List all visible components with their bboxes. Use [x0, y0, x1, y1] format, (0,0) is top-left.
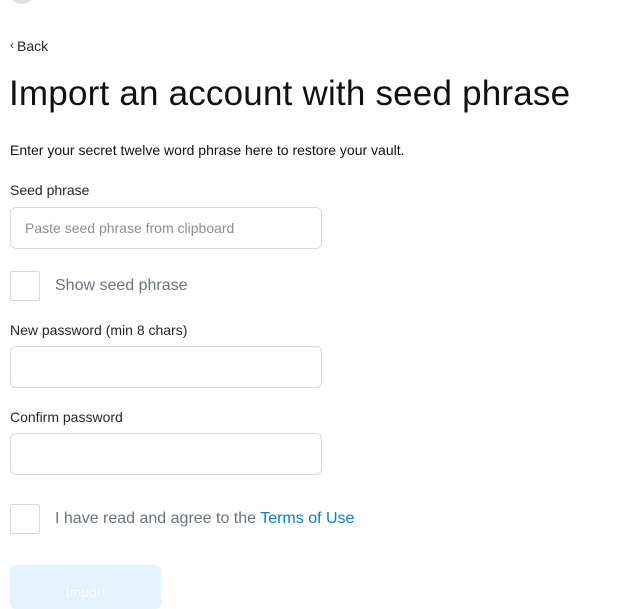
seed-phrase-input[interactable]	[10, 207, 322, 249]
seed-phrase-label: Seed phrase	[10, 182, 90, 198]
terms-checkbox[interactable]	[10, 504, 40, 534]
show-seed-phrase-label: Show seed phrase	[55, 277, 188, 294]
terms-label	[55, 510, 354, 528]
show-seed-phrase-row	[10, 271, 188, 301]
logo-icon	[12, 0, 32, 4]
show-seed-phrase-checkbox[interactable]	[10, 271, 40, 301]
new-password-input[interactable]	[10, 346, 322, 388]
confirm-password-input[interactable]	[10, 433, 322, 475]
terms-prefix: I have read and agree to the	[55, 510, 261, 527]
back-label: Back	[17, 38, 49, 54]
instructions-text: Enter your secret twelve word phrase here to restore your vault.	[10, 142, 405, 158]
confirm-password-label: Confirm password	[10, 409, 123, 425]
terms-of-use-link[interactable]: Terms of Use	[260, 510, 355, 527]
chevron-left-icon: ‹	[10, 38, 14, 52]
new-password-label: New password (min 8 chars)	[10, 322, 188, 338]
back-link[interactable]	[10, 38, 48, 54]
terms-row	[10, 504, 354, 534]
page-title: Import an account with seed phrase	[9, 74, 571, 113]
import-button[interactable]: Import	[10, 565, 161, 609]
